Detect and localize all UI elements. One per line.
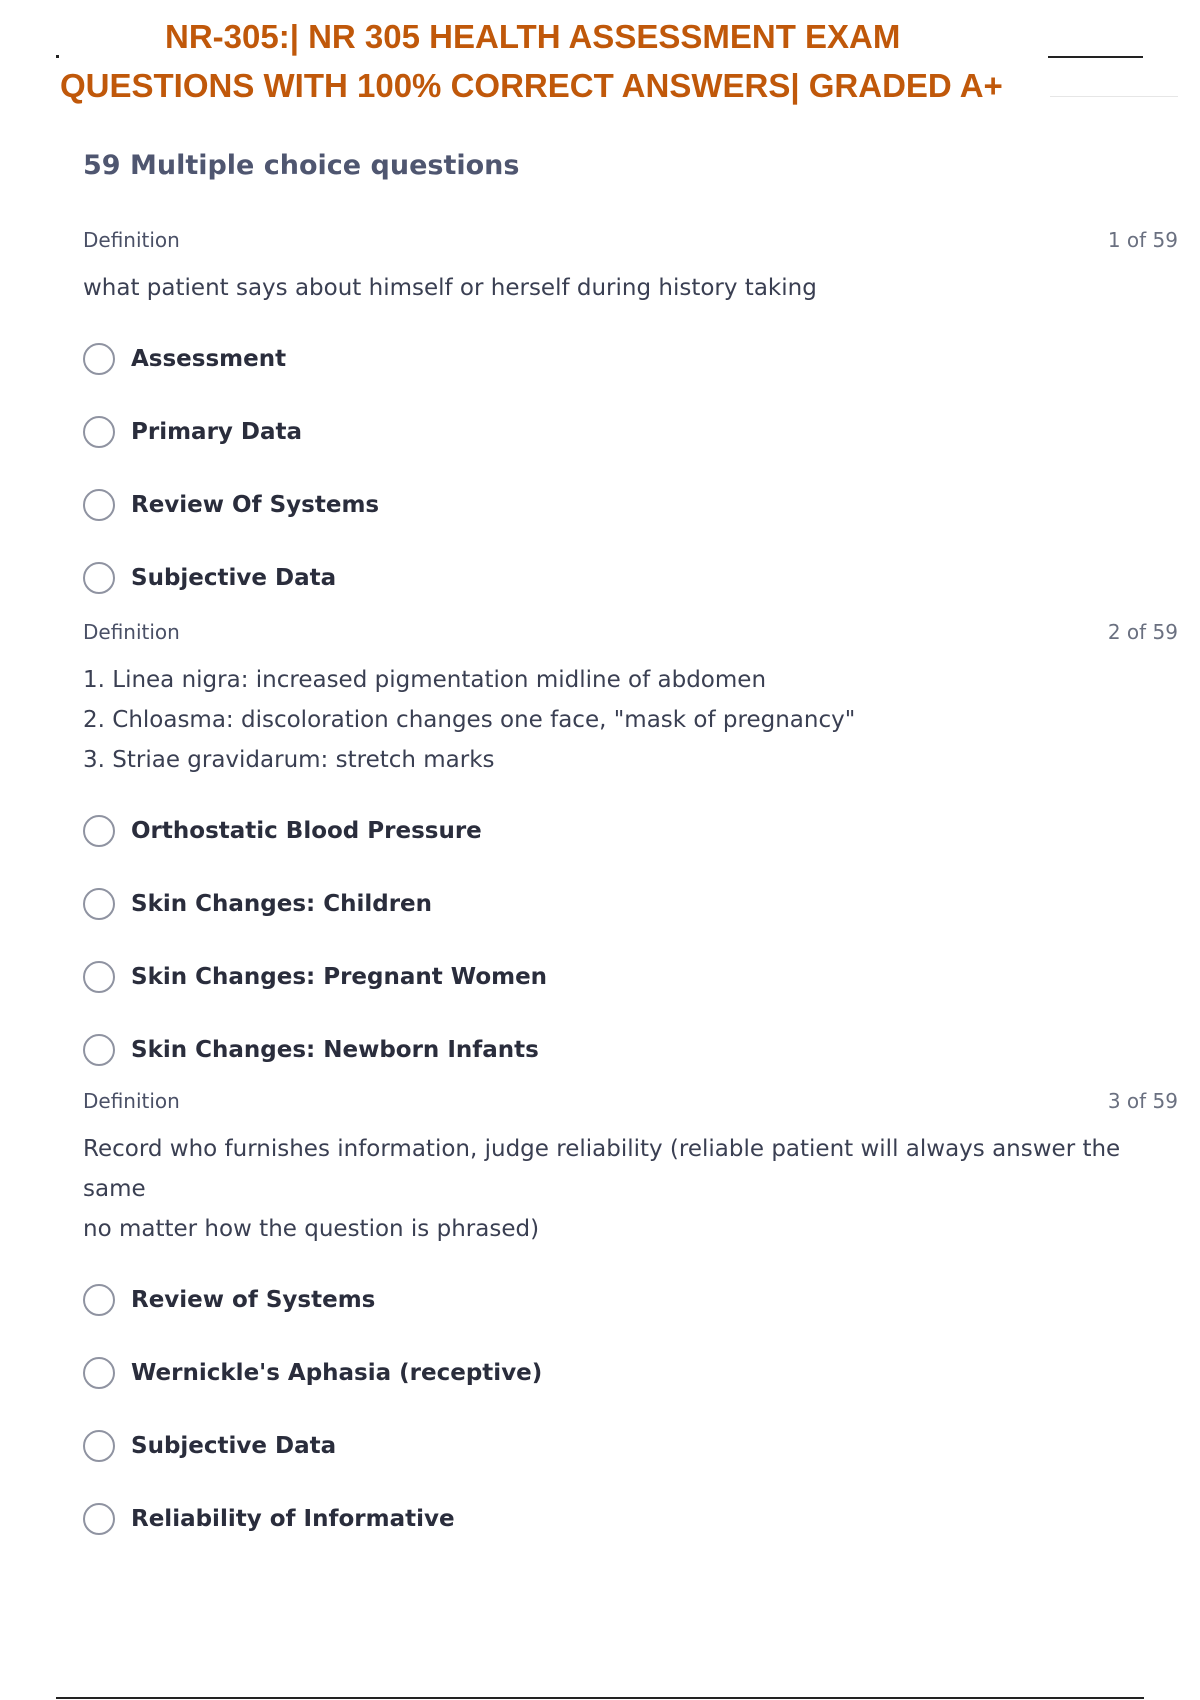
question-card [83,228,1178,614]
answer-option-label: Reliability of Informative [131,1505,455,1532]
answer-option-label: Skin Changes: Children [131,890,433,917]
question-prompt [83,660,1178,780]
answer-option-label: Skin Changes: Pregnant Women [131,963,548,990]
document-title-line-1: NR-305:| NR 305 HEALTH ASSESSMENT EXAM [165,18,901,55]
radio-button-icon[interactable] [83,1357,115,1389]
question-type: Definition [83,620,180,644]
question-prompt-line: 1. Linea nigra: increased pigmentation midline of abdomen [83,667,767,693]
answer-option-label: Orthostatic Blood Pressure [131,817,482,844]
question-prompt-line: 3. Striae gravidarum: stretch marks [83,747,495,773]
answer-option[interactable] [83,395,1178,468]
question-header [83,620,1178,650]
question-prompt [83,268,1178,308]
footer-rule [56,1697,1144,1699]
question-prompt-line: no matter how the question is phrased) [83,1216,540,1242]
radio-button-icon[interactable] [83,489,115,521]
question-type: Definition [83,228,180,252]
radio-button-icon[interactable] [83,961,115,993]
answer-option[interactable] [83,1263,1178,1336]
answer-option[interactable] [83,1409,1178,1482]
radio-button-icon[interactable] [83,416,115,448]
document-title [60,12,1060,110]
radio-button-icon[interactable] [83,815,115,847]
radio-button-icon[interactable] [83,562,115,594]
answer-option-label: Primary Data [131,418,303,445]
question-prompt-line: 2. Chloasma: discoloration changes one face, "mask of pregnancy" [83,707,856,733]
document-title-line-2: QUESTIONS WITH 100% CORRECT ANSWERS| GRADED A+ [60,67,1003,104]
radio-button-icon[interactable] [83,1503,115,1535]
answer-option-label: Subjective Data [131,564,337,591]
question-counter: 3 of 59 [1107,1089,1178,1113]
answer-option[interactable] [83,794,1178,867]
question-prompt [83,1129,1178,1249]
answer-options [83,794,1178,1086]
answer-option[interactable] [83,1013,1178,1086]
answer-option-label: Subjective Data [131,1432,337,1459]
answer-option-label: Assessment [131,345,287,372]
answer-option-label: Review Of Systems [131,491,380,518]
question-prompt-line: what patient says about himself or herself during history taking [83,275,817,301]
radio-button-icon[interactable] [83,343,115,375]
question-counter: 2 of 59 [1107,620,1178,644]
question-prompt-line: Record who furnishes information, judge reliability (reliable patient will always answer the same [83,1136,1121,1202]
question-card [83,620,1178,1086]
answer-option-label: Wernickle's Aphasia (receptive) [131,1359,543,1386]
page-mark [56,55,59,58]
answer-option[interactable] [83,1336,1178,1409]
answer-options [83,1263,1178,1555]
answer-option[interactable] [83,541,1178,614]
question-card [83,1089,1178,1555]
radio-button-icon[interactable] [83,1284,115,1316]
question-counter: 1 of 59 [1107,228,1178,252]
answer-option[interactable] [83,867,1178,940]
answer-option[interactable] [83,468,1178,541]
radio-button-icon[interactable] [83,1430,115,1462]
radio-button-icon[interactable] [83,1034,115,1066]
answer-option[interactable] [83,1482,1178,1555]
answer-option[interactable] [83,940,1178,1013]
answer-option[interactable] [83,322,1178,395]
answer-options [83,322,1178,614]
question-header [83,228,1178,258]
section-heading: 59 Multiple choice questions [83,150,520,181]
header-rule [1048,56,1143,58]
radio-button-icon[interactable] [83,888,115,920]
question-type: Definition [83,1089,180,1113]
answer-option-label: Review of Systems [131,1286,376,1313]
answer-option-label: Skin Changes: Newborn Infants [131,1036,539,1063]
header-rule-light [1050,96,1178,97]
question-header [83,1089,1178,1119]
